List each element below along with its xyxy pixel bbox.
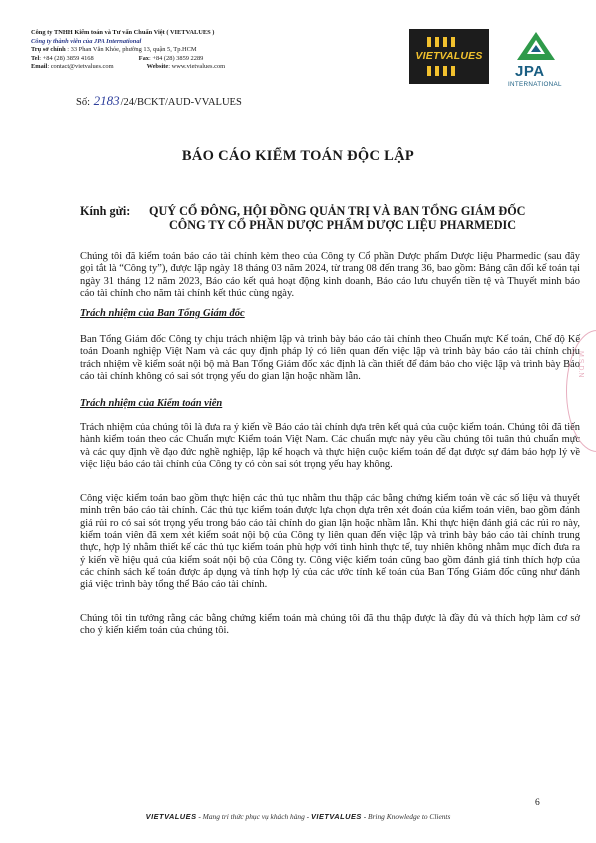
- head-office-line: [31, 46, 291, 55]
- website-label: Website: [146, 63, 169, 71]
- tel-value: : +84 (28) 3859 4168: [39, 54, 94, 62]
- auditor-paragraph-1: Trách nhiệm của chúng tôi là đưa ra ý kiến về Báo cáo tài chính dựa trên kết quả của cuộc kiểm toán. Chúng tôi đã tiến hành kiểm toán theo các Chuẩn mực Kiểm toán Việt Nam. Các chuẩn mực này yêu cầu chúng tôi tuân thủ chuẩn mực và các quy định về đạo đức nghề nghiệp, lập kế hoạch và thực hiện cuộc kiểm toán để đạt được sự đảm bảo hợp lý về việc liệu báo cáo tài chính của Công ty có còn sai sót trọng yếu hay không.: [80, 422, 580, 471]
- vietvalues-wordmark: VIETVALUES: [415, 50, 483, 62]
- footer-brand-1: VIETVALUES: [145, 812, 197, 821]
- management-paragraph: Ban Tổng Giám đốc Công ty chịu trách nhiệm lập và trình bày báo cáo tài chính theo Chuẩn mực Kế toán, Chế độ Kế toán Doanh nghiệp Việt Nam và các quy định pháp lý có liên quan đến việc lập và trình bày báo cáo tài chính chịu trách nhiệm về kiểm soát nội bộ mà Ban Tổng Giám đốc xác định là cần thiết để đảm bảo cho việc lập và trình bày Báo cáo tài chính không có sai sót trọng yếu do gian lận hoặc nhầm lẫn.: [80, 334, 580, 383]
- jpa-logo: [504, 30, 570, 92]
- footer-sep-2: -: [304, 812, 311, 821]
- reference-prefix: Số:: [76, 97, 93, 108]
- addressee-line-1: QUÝ CỔ ĐÔNG, HỘI ĐỒNG QUẢN TRỊ VÀ BAN TỔNG GIÁM ĐỐC: [149, 204, 526, 218]
- head-office-label: Trụ sở chính: [31, 46, 66, 54]
- footer-sep-1: -: [196, 812, 203, 821]
- footer-sep-3: -: [361, 812, 369, 821]
- member-line: Công ty thành viên của JPA International: [31, 37, 142, 45]
- seal-text: M.S.D.N: [577, 351, 584, 378]
- reference-handwritten-number: 2183: [93, 93, 120, 108]
- logo-bars-top: [427, 37, 455, 47]
- website-value: : www.vietvalues.com: [168, 63, 226, 71]
- report-title: BÁO CÁO KIỂM TOÁN ĐỘC LẬP: [181, 148, 415, 164]
- intro-paragraph: Chúng tôi đã kiểm toán báo cáo tài chính kèm theo của Công ty Cổ phần Dược phẩm Dược liệu Pharmedic (sau đây gọi tắt là “Công ty”), được lập ngày 18 tháng 03 năm 2024, từ trang 08 đến trang 36, bao gồm: Bảng cân đối kế toán tại ngày 31 tháng 12 năm 2023, Báo cáo kết quả hoạt động kinh doanh, Báo cáo lưu chuyển tiền tệ và Thuyết minh báo cáo tài chính cho năm tài chính kết thúc cùng ngày.: [80, 251, 580, 300]
- fax-value: : +84 (28) 3859 2289: [148, 54, 204, 62]
- letterhead: [31, 29, 291, 72]
- logo-bars-bottom: [427, 66, 455, 76]
- addressee-line-2: CÔNG TY CỔ PHẦN DƯỢC PHẨM DƯỢC LIỆU PHARMEDIC: [169, 218, 517, 232]
- footer-brand-2: VIETVALUES: [311, 812, 362, 821]
- vietvalues-logo: [409, 29, 489, 84]
- jpa-triangle-icon: [516, 31, 556, 61]
- email-value: : contact@vietvalues.com: [47, 63, 114, 71]
- company-name: Công ty TNHH Kiểm toán và Tư vấn Chuẩn Việt ( VIETVALUES ): [31, 29, 215, 36]
- head-office-address: : 33 Phan Văn Khỏe, phường 13, quận 5, Tp.HCM: [65, 46, 197, 54]
- fax-label: Fax: [138, 54, 149, 62]
- management-heading: Trách nhiệm của Ban Tổng Giám đốc: [80, 308, 245, 319]
- jpa-international: INTERNATIONAL: [508, 81, 562, 88]
- contact-line: [31, 63, 291, 72]
- phone-line: [31, 55, 291, 64]
- email-label: Email: [31, 63, 48, 71]
- tel-label: Tel: [31, 54, 40, 62]
- page-number: 6: [535, 798, 540, 808]
- footer: [0, 812, 596, 821]
- auditor-paragraph-2: Công việc kiểm toán bao gồm thực hiện các thủ tục nhằm thu thập các bằng chứng kiểm toán về các số liệu và thuyết minh trên báo cáo tài chính. Các thủ tục kiểm toán được lựa chọn dựa trên xét đoán của kiểm toán viên, bao gồm đánh giá rủi ro có sai sót trọng yếu trong báo cáo tài chính do gian lận hoặc nhầm lẫn. Khi thực hiện đánh giá các rủi ro này, kiểm toán viên đã xem xét kiểm soát nội bộ của Công ty liên quan đến việc lập và trình bày báo cáo tài chính trung thực, hợp lý nhằm thiết kế các thủ tục kiểm toán phù hợp với tình hình thực tế, tuy nhiên không nhằm mục đích đưa ra ý kiến về hiệu quả của kiểm soát nội bộ của Công ty. Công việc kiểm toán cũng bao gồm đánh giá tính thích hợp của các chính sách kế toán được áp dụng và tính hợp lý của các ước tính kế toán của Ban Tổng Giám đốc cũng như đánh giá việc trình bày tổng thể Báo cáo tài chính.: [80, 493, 580, 591]
- auditor-paragraph-3: Chúng tôi tin tưởng rằng các bằng chứng kiểm toán mà chúng tôi đã thu thập được là đầy đủ và thích hợp làm cơ sở cho ý kiến kiểm toán của chúng tôi.: [80, 613, 580, 637]
- auditor-heading: Trách nhiệm của Kiểm toán viên: [80, 398, 223, 409]
- addressee-label: Kính gửi:: [80, 204, 131, 218]
- footer-slogan-vn: Mang tri thức phục vụ khách hàng: [202, 812, 305, 821]
- footer-slogan-en: Bring Knowledge to Clients: [368, 812, 451, 821]
- jpa-wordmark: JPA: [515, 63, 545, 80]
- reference-suffix: /24/BCKT/AUD-VVALUES: [120, 97, 242, 108]
- report-reference: [76, 93, 242, 109]
